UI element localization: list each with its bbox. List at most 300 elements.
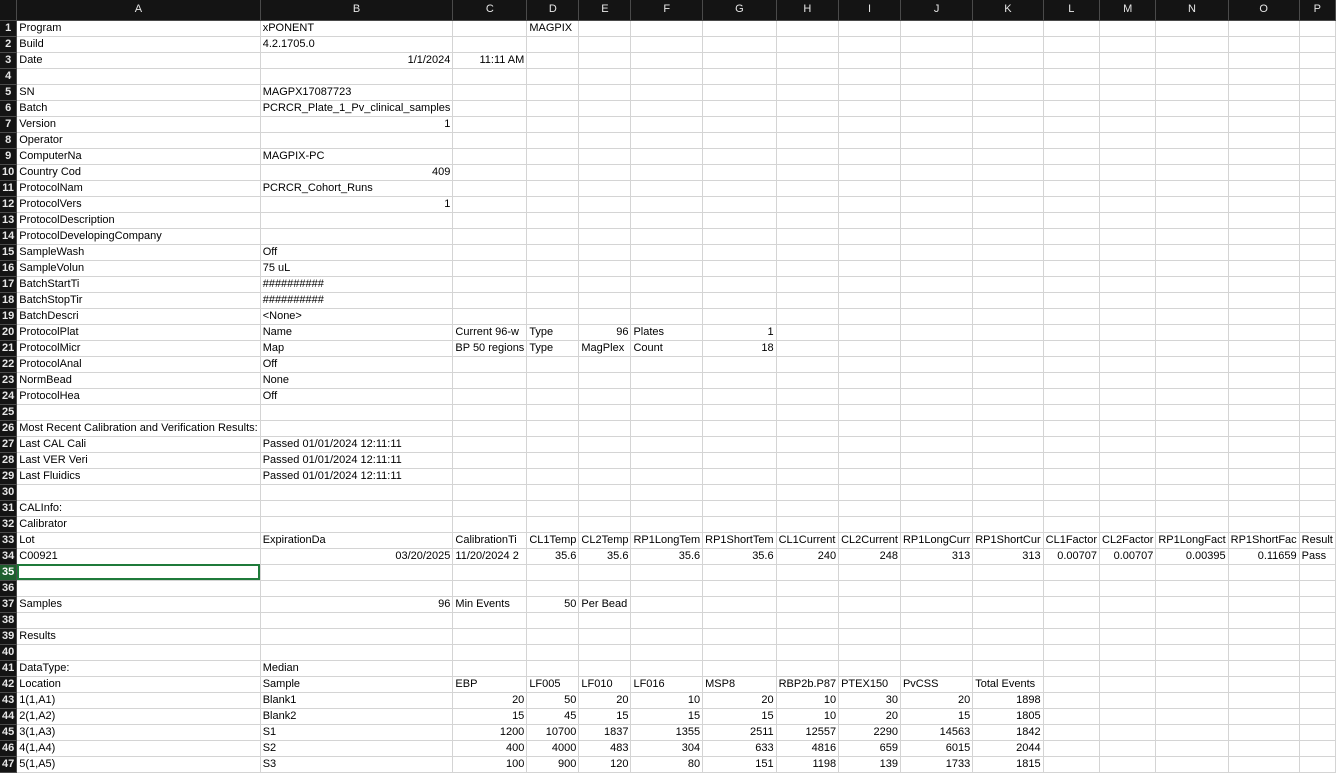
- cell-f4[interactable]: [631, 68, 703, 84]
- cell-f42[interactable]: LF016: [631, 676, 703, 692]
- cell-m1[interactable]: [1100, 20, 1156, 36]
- cell-o30[interactable]: [1228, 484, 1299, 500]
- cell-p10[interactable]: [1299, 164, 1335, 180]
- cell-h45[interactable]: 12557: [776, 724, 838, 740]
- cell-d4[interactable]: [527, 68, 579, 84]
- cell-g19[interactable]: [703, 308, 776, 324]
- cell-b20[interactable]: Name: [260, 324, 453, 340]
- cell-d8[interactable]: [527, 132, 579, 148]
- cell-p15[interactable]: [1299, 244, 1335, 260]
- cell-i47[interactable]: 139: [839, 756, 901, 772]
- cell-a40[interactable]: [17, 644, 260, 660]
- cell-n6[interactable]: [1156, 100, 1228, 116]
- cell-d41[interactable]: [527, 660, 579, 676]
- cell-d45[interactable]: 10700: [527, 724, 579, 740]
- cell-k27[interactable]: [973, 436, 1043, 452]
- cell-d19[interactable]: [527, 308, 579, 324]
- cell-o23[interactable]: [1228, 372, 1299, 388]
- cell-c26[interactable]: [453, 420, 527, 436]
- cell-h7[interactable]: [776, 116, 838, 132]
- cell-h10[interactable]: [776, 164, 838, 180]
- cell-m12[interactable]: [1100, 196, 1156, 212]
- cell-g22[interactable]: [703, 356, 776, 372]
- cell-h6[interactable]: [776, 100, 838, 116]
- row-header-9[interactable]: 9: [0, 148, 17, 164]
- column-header-p[interactable]: P: [1299, 0, 1335, 20]
- cell-i18[interactable]: [839, 292, 901, 308]
- cell-i6[interactable]: [839, 100, 901, 116]
- row-header-7[interactable]: 7: [0, 116, 17, 132]
- cell-c33[interactable]: CalibrationTi: [453, 532, 527, 548]
- cell-a7[interactable]: Version: [17, 116, 260, 132]
- cell-a14[interactable]: ProtocolDevelopingCompany: [17, 228, 260, 244]
- cell-f6[interactable]: [631, 100, 703, 116]
- cell-f5[interactable]: [631, 84, 703, 100]
- cell-m42[interactable]: [1100, 676, 1156, 692]
- cell-j23[interactable]: [900, 372, 972, 388]
- cell-l26[interactable]: [1043, 420, 1099, 436]
- cell-f20[interactable]: Plates: [631, 324, 703, 340]
- cell-g35[interactable]: [703, 564, 776, 580]
- cell-c10[interactable]: [453, 164, 527, 180]
- cell-d30[interactable]: [527, 484, 579, 500]
- cell-f18[interactable]: [631, 292, 703, 308]
- cell-j1[interactable]: [900, 20, 972, 36]
- cell-i7[interactable]: [839, 116, 901, 132]
- cell-o13[interactable]: [1228, 212, 1299, 228]
- cell-n45[interactable]: [1156, 724, 1228, 740]
- cell-m43[interactable]: [1100, 692, 1156, 708]
- cell-j13[interactable]: [900, 212, 972, 228]
- cell-b2[interactable]: 4.2.1705.0: [260, 36, 453, 52]
- cell-c5[interactable]: [453, 84, 527, 100]
- cell-a35[interactable]: [17, 564, 260, 580]
- cell-k36[interactable]: [973, 580, 1043, 596]
- cell-n15[interactable]: [1156, 244, 1228, 260]
- cell-l9[interactable]: [1043, 148, 1099, 164]
- cell-e38[interactable]: [579, 612, 631, 628]
- cell-o12[interactable]: [1228, 196, 1299, 212]
- cell-j3[interactable]: [900, 52, 972, 68]
- cell-j30[interactable]: [900, 484, 972, 500]
- cell-m40[interactable]: [1100, 644, 1156, 660]
- cell-o46[interactable]: [1228, 740, 1299, 756]
- cell-b39[interactable]: [260, 628, 453, 644]
- cell-d28[interactable]: [527, 452, 579, 468]
- cell-a11[interactable]: ProtocolNam: [17, 180, 260, 196]
- cell-j31[interactable]: [900, 500, 972, 516]
- cell-m30[interactable]: [1100, 484, 1156, 500]
- cell-i13[interactable]: [839, 212, 901, 228]
- column-header-h[interactable]: H: [776, 0, 838, 20]
- column-header-f[interactable]: F: [631, 0, 703, 20]
- cell-h26[interactable]: [776, 420, 838, 436]
- cell-n4[interactable]: [1156, 68, 1228, 84]
- cell-n32[interactable]: [1156, 516, 1228, 532]
- cell-a33[interactable]: Lot: [17, 532, 260, 548]
- row-header-17[interactable]: 17: [0, 276, 17, 292]
- cell-m34[interactable]: 0.00707: [1100, 548, 1156, 564]
- cell-l27[interactable]: [1043, 436, 1099, 452]
- cell-e40[interactable]: [579, 644, 631, 660]
- cell-a34[interactable]: C00921: [17, 548, 260, 564]
- row-header-11[interactable]: 11: [0, 180, 17, 196]
- cell-e19[interactable]: [579, 308, 631, 324]
- cell-o31[interactable]: [1228, 500, 1299, 516]
- cell-i35[interactable]: [839, 564, 901, 580]
- cell-c13[interactable]: [453, 212, 527, 228]
- cell-h31[interactable]: [776, 500, 838, 516]
- cell-d9[interactable]: [527, 148, 579, 164]
- cell-e27[interactable]: [579, 436, 631, 452]
- cell-d20[interactable]: Type: [527, 324, 579, 340]
- cell-m47[interactable]: [1100, 756, 1156, 772]
- cell-o36[interactable]: [1228, 580, 1299, 596]
- cell-i26[interactable]: [839, 420, 901, 436]
- cell-h11[interactable]: [776, 180, 838, 196]
- cell-c2[interactable]: [453, 36, 527, 52]
- cell-m46[interactable]: [1100, 740, 1156, 756]
- row-header-5[interactable]: 5: [0, 84, 17, 100]
- cell-p20[interactable]: [1299, 324, 1335, 340]
- cell-k25[interactable]: [973, 404, 1043, 420]
- cell-n27[interactable]: [1156, 436, 1228, 452]
- cell-b21[interactable]: Map: [260, 340, 453, 356]
- cell-b7[interactable]: 1: [260, 116, 453, 132]
- cell-l31[interactable]: [1043, 500, 1099, 516]
- cell-p5[interactable]: [1299, 84, 1335, 100]
- cell-p23[interactable]: [1299, 372, 1335, 388]
- cell-n30[interactable]: [1156, 484, 1228, 500]
- cell-i4[interactable]: [839, 68, 901, 84]
- cell-g3[interactable]: [703, 52, 776, 68]
- cell-g11[interactable]: [703, 180, 776, 196]
- cell-p8[interactable]: [1299, 132, 1335, 148]
- cell-h36[interactable]: [776, 580, 838, 596]
- cell-h28[interactable]: [776, 452, 838, 468]
- cell-o16[interactable]: [1228, 260, 1299, 276]
- cell-m23[interactable]: [1100, 372, 1156, 388]
- cell-l10[interactable]: [1043, 164, 1099, 180]
- cell-b38[interactable]: [260, 612, 453, 628]
- cell-e31[interactable]: [579, 500, 631, 516]
- cell-a12[interactable]: ProtocolVers: [17, 196, 260, 212]
- cell-i12[interactable]: [839, 196, 901, 212]
- cell-a32[interactable]: Calibrator: [17, 516, 260, 532]
- cell-f47[interactable]: 80: [631, 756, 703, 772]
- cell-a30[interactable]: [17, 484, 260, 500]
- cell-g6[interactable]: [703, 100, 776, 116]
- cell-k34[interactable]: 313: [973, 548, 1043, 564]
- cell-k23[interactable]: [973, 372, 1043, 388]
- cell-d5[interactable]: [527, 84, 579, 100]
- cell-p36[interactable]: [1299, 580, 1335, 596]
- cell-i24[interactable]: [839, 388, 901, 404]
- cell-p18[interactable]: [1299, 292, 1335, 308]
- cell-j7[interactable]: [900, 116, 972, 132]
- cell-i10[interactable]: [839, 164, 901, 180]
- cell-d42[interactable]: LF005: [527, 676, 579, 692]
- cell-k26[interactable]: [973, 420, 1043, 436]
- cell-k30[interactable]: [973, 484, 1043, 500]
- cell-j35[interactable]: [900, 564, 972, 580]
- cell-a23[interactable]: NormBead: [17, 372, 260, 388]
- cell-o33[interactable]: RP1ShortFac: [1228, 532, 1299, 548]
- cell-b43[interactable]: Blank1: [260, 692, 453, 708]
- cell-l25[interactable]: [1043, 404, 1099, 420]
- cell-e6[interactable]: [579, 100, 631, 116]
- cell-n31[interactable]: [1156, 500, 1228, 516]
- cell-h16[interactable]: [776, 260, 838, 276]
- cell-j8[interactable]: [900, 132, 972, 148]
- cell-j4[interactable]: [900, 68, 972, 84]
- cell-d10[interactable]: [527, 164, 579, 180]
- cell-j11[interactable]: [900, 180, 972, 196]
- cell-l19[interactable]: [1043, 308, 1099, 324]
- cell-e3[interactable]: [579, 52, 631, 68]
- cell-l23[interactable]: [1043, 372, 1099, 388]
- cell-m44[interactable]: [1100, 708, 1156, 724]
- cell-h30[interactable]: [776, 484, 838, 500]
- cell-l28[interactable]: [1043, 452, 1099, 468]
- column-header-n[interactable]: N: [1156, 0, 1228, 20]
- cell-e42[interactable]: LF010: [579, 676, 631, 692]
- cell-f23[interactable]: [631, 372, 703, 388]
- cell-c6[interactable]: [453, 100, 527, 116]
- cell-i33[interactable]: CL2Current: [839, 532, 901, 548]
- cell-a26[interactable]: Most Recent Calibration and Verification Results:: [17, 420, 260, 436]
- cell-a46[interactable]: 4(1,A4): [17, 740, 260, 756]
- cell-d43[interactable]: 50: [527, 692, 579, 708]
- cell-c22[interactable]: [453, 356, 527, 372]
- row-header-25[interactable]: 25: [0, 404, 17, 420]
- cell-h12[interactable]: [776, 196, 838, 212]
- cell-m16[interactable]: [1100, 260, 1156, 276]
- cell-m24[interactable]: [1100, 388, 1156, 404]
- cell-h23[interactable]: [776, 372, 838, 388]
- cell-m35[interactable]: [1100, 564, 1156, 580]
- cell-e32[interactable]: [579, 516, 631, 532]
- cell-g40[interactable]: [703, 644, 776, 660]
- cell-a6[interactable]: Batch: [17, 100, 260, 116]
- cell-f17[interactable]: [631, 276, 703, 292]
- column-header-a[interactable]: A: [17, 0, 260, 20]
- cell-e44[interactable]: 15: [579, 708, 631, 724]
- cell-e45[interactable]: 1837: [579, 724, 631, 740]
- cell-f37[interactable]: [631, 596, 703, 612]
- cell-i23[interactable]: [839, 372, 901, 388]
- cell-g12[interactable]: [703, 196, 776, 212]
- cell-m32[interactable]: [1100, 516, 1156, 532]
- cell-i41[interactable]: [839, 660, 901, 676]
- cell-b42[interactable]: Sample: [260, 676, 453, 692]
- cell-c29[interactable]: [453, 468, 527, 484]
- cell-b1[interactable]: xPONENT: [260, 20, 453, 36]
- cell-i17[interactable]: [839, 276, 901, 292]
- cell-l13[interactable]: [1043, 212, 1099, 228]
- cell-a27[interactable]: Last CAL Cali: [17, 436, 260, 452]
- row-header-8[interactable]: 8: [0, 132, 17, 148]
- cell-k24[interactable]: [973, 388, 1043, 404]
- cell-o15[interactable]: [1228, 244, 1299, 260]
- cell-f2[interactable]: [631, 36, 703, 52]
- cell-e7[interactable]: [579, 116, 631, 132]
- cell-n8[interactable]: [1156, 132, 1228, 148]
- cell-e30[interactable]: [579, 484, 631, 500]
- cell-h40[interactable]: [776, 644, 838, 660]
- cell-p43[interactable]: [1299, 692, 1335, 708]
- cell-k6[interactable]: [973, 100, 1043, 116]
- cell-i40[interactable]: [839, 644, 901, 660]
- cell-g27[interactable]: [703, 436, 776, 452]
- cell-m21[interactable]: [1100, 340, 1156, 356]
- cell-h44[interactable]: 10: [776, 708, 838, 724]
- cell-j6[interactable]: [900, 100, 972, 116]
- column-header-e[interactable]: E: [579, 0, 631, 20]
- cell-h43[interactable]: 10: [776, 692, 838, 708]
- cell-a1[interactable]: Program: [17, 20, 260, 36]
- cell-b27[interactable]: Passed 01/01/2024 12:11:11: [260, 436, 453, 452]
- cell-d11[interactable]: [527, 180, 579, 196]
- cell-e23[interactable]: [579, 372, 631, 388]
- cell-h46[interactable]: 4816: [776, 740, 838, 756]
- cell-e16[interactable]: [579, 260, 631, 276]
- cell-l12[interactable]: [1043, 196, 1099, 212]
- cell-b30[interactable]: [260, 484, 453, 500]
- cell-p29[interactable]: [1299, 468, 1335, 484]
- cell-l11[interactable]: [1043, 180, 1099, 196]
- cell-d2[interactable]: [527, 36, 579, 52]
- cell-p33[interactable]: Result: [1299, 532, 1335, 548]
- cell-f3[interactable]: [631, 52, 703, 68]
- cell-g15[interactable]: [703, 244, 776, 260]
- cell-c42[interactable]: EBP: [453, 676, 527, 692]
- cell-b36[interactable]: [260, 580, 453, 596]
- cell-l46[interactable]: [1043, 740, 1099, 756]
- cell-o9[interactable]: [1228, 148, 1299, 164]
- cell-n35[interactable]: [1156, 564, 1228, 580]
- cell-k42[interactable]: Total Events: [973, 676, 1043, 692]
- cell-k32[interactable]: [973, 516, 1043, 532]
- cell-j16[interactable]: [900, 260, 972, 276]
- row-header-30[interactable]: 30: [0, 484, 17, 500]
- cell-c4[interactable]: [453, 68, 527, 84]
- row-header-32[interactable]: 32: [0, 516, 17, 532]
- cell-p42[interactable]: [1299, 676, 1335, 692]
- cell-m15[interactable]: [1100, 244, 1156, 260]
- row-header-38[interactable]: 38: [0, 612, 17, 628]
- cell-l2[interactable]: [1043, 36, 1099, 52]
- cell-b14[interactable]: [260, 228, 453, 244]
- cell-i14[interactable]: [839, 228, 901, 244]
- cell-c45[interactable]: 1200: [453, 724, 527, 740]
- cell-b32[interactable]: [260, 516, 453, 532]
- cell-b41[interactable]: Median: [260, 660, 453, 676]
- cell-g47[interactable]: 151: [703, 756, 776, 772]
- cell-n10[interactable]: [1156, 164, 1228, 180]
- cell-i31[interactable]: [839, 500, 901, 516]
- cell-g5[interactable]: [703, 84, 776, 100]
- cell-f10[interactable]: [631, 164, 703, 180]
- cell-g41[interactable]: [703, 660, 776, 676]
- cell-h27[interactable]: [776, 436, 838, 452]
- column-header-i[interactable]: I: [839, 0, 901, 20]
- cell-d37[interactable]: 50: [527, 596, 579, 612]
- cell-i46[interactable]: 659: [839, 740, 901, 756]
- cell-m33[interactable]: CL2Factor: [1100, 532, 1156, 548]
- cell-o1[interactable]: [1228, 20, 1299, 36]
- cell-m28[interactable]: [1100, 452, 1156, 468]
- cell-f15[interactable]: [631, 244, 703, 260]
- cell-j12[interactable]: [900, 196, 972, 212]
- row-header-16[interactable]: 16: [0, 260, 17, 276]
- cell-m39[interactable]: [1100, 628, 1156, 644]
- cell-m10[interactable]: [1100, 164, 1156, 180]
- cell-d15[interactable]: [527, 244, 579, 260]
- cell-l38[interactable]: [1043, 612, 1099, 628]
- cell-k15[interactable]: [973, 244, 1043, 260]
- cell-o24[interactable]: [1228, 388, 1299, 404]
- cell-n1[interactable]: [1156, 20, 1228, 36]
- cell-c38[interactable]: [453, 612, 527, 628]
- cell-l18[interactable]: [1043, 292, 1099, 308]
- cell-f19[interactable]: [631, 308, 703, 324]
- row-header-21[interactable]: 21: [0, 340, 17, 356]
- cell-n2[interactable]: [1156, 36, 1228, 52]
- cell-l16[interactable]: [1043, 260, 1099, 276]
- cell-p47[interactable]: [1299, 756, 1335, 772]
- cell-h22[interactable]: [776, 356, 838, 372]
- cell-p35[interactable]: [1299, 564, 1335, 580]
- cell-f16[interactable]: [631, 260, 703, 276]
- cell-i16[interactable]: [839, 260, 901, 276]
- cell-g8[interactable]: [703, 132, 776, 148]
- cell-e24[interactable]: [579, 388, 631, 404]
- cell-m14[interactable]: [1100, 228, 1156, 244]
- row-header-34[interactable]: 34: [0, 548, 17, 564]
- cell-a38[interactable]: [17, 612, 260, 628]
- cell-f24[interactable]: [631, 388, 703, 404]
- cell-e14[interactable]: [579, 228, 631, 244]
- cell-e5[interactable]: [579, 84, 631, 100]
- cell-n17[interactable]: [1156, 276, 1228, 292]
- cell-a28[interactable]: Last VER Veri: [17, 452, 260, 468]
- row-header-2[interactable]: 2: [0, 36, 17, 52]
- cell-k18[interactable]: [973, 292, 1043, 308]
- cell-f25[interactable]: [631, 404, 703, 420]
- cell-a24[interactable]: ProtocolHea: [17, 388, 260, 404]
- cell-d18[interactable]: [527, 292, 579, 308]
- cell-m38[interactable]: [1100, 612, 1156, 628]
- cell-n38[interactable]: [1156, 612, 1228, 628]
- cell-j5[interactable]: [900, 84, 972, 100]
- cell-d25[interactable]: [527, 404, 579, 420]
- row-header-19[interactable]: 19: [0, 308, 17, 324]
- cell-b46[interactable]: S2: [260, 740, 453, 756]
- cell-p46[interactable]: [1299, 740, 1335, 756]
- cell-j17[interactable]: [900, 276, 972, 292]
- cell-j29[interactable]: [900, 468, 972, 484]
- cell-d32[interactable]: [527, 516, 579, 532]
- cell-f39[interactable]: [631, 628, 703, 644]
- cell-f13[interactable]: [631, 212, 703, 228]
- cell-n18[interactable]: [1156, 292, 1228, 308]
- cell-k21[interactable]: [973, 340, 1043, 356]
- cell-d21[interactable]: Type: [527, 340, 579, 356]
- cell-m5[interactable]: [1100, 84, 1156, 100]
- cell-o27[interactable]: [1228, 436, 1299, 452]
- cell-l32[interactable]: [1043, 516, 1099, 532]
